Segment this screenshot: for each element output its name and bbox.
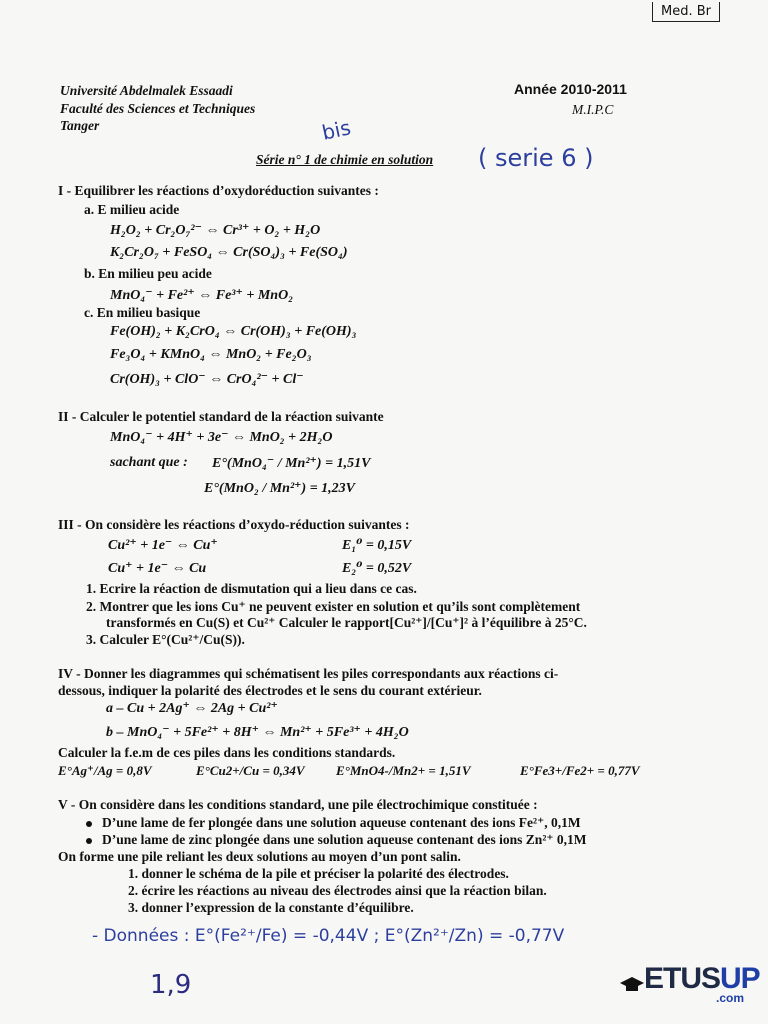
section1-b-label: b. En milieu peu acide bbox=[84, 266, 212, 281]
section2-e1: E°(MnO₄⁻ / Mn²⁺) = 1,51V bbox=[212, 456, 371, 471]
city-name: Tanger bbox=[60, 118, 100, 133]
section4-potential-mn: E°MnO4-/Mn2+ = 1,51V bbox=[336, 763, 471, 778]
section3-potential2: E₂⁰ = 0,52V bbox=[342, 561, 412, 576]
annotation-bis: bis bbox=[319, 115, 353, 145]
stamp-box bbox=[652, 2, 720, 22]
section5-bullet2-text: D’une lame de zinc plongée dans une solution aqueuse contenant des ions Zn²⁺ 0,1M bbox=[102, 832, 587, 847]
section1-a-eq1: H₂O₂ + Cr₂O₇²⁻ ⇔ Cr³⁺ + O₂ + H₂O bbox=[110, 223, 321, 238]
section3-question1: 1. Ecrire la réaction de dismutation qui a lieu dans ce cas. bbox=[86, 581, 417, 596]
program-name: M.I.P.C bbox=[572, 102, 614, 117]
logo-up: UP bbox=[720, 962, 760, 995]
section1-heading: I - Equilibrer les réactions d’oxydoréduction suivantes : bbox=[58, 183, 379, 198]
section5-form: On forme une pile reliant les deux solutions au moyen d’un pont salin. bbox=[58, 849, 461, 864]
section5-heading: V - On considère dans les conditions standard, une pile électrochimique constituée : bbox=[58, 797, 538, 812]
section1-b-eq1: MnO₄⁻ + Fe²⁺ ⇔ Fe³⁺ + MnO₂ bbox=[110, 288, 294, 303]
bullet-dot bbox=[86, 838, 92, 844]
section1-c-eq3: Cr(OH)₃ + ClO⁻ ⇔ CrO₄²⁻ + Cl⁻ bbox=[110, 372, 304, 387]
section1-c-label: c. En milieu basique bbox=[84, 305, 201, 320]
section5-task2: 2. écrire les réactions au niveau des électrodes ainsi que la réaction bilan. bbox=[128, 883, 547, 898]
page-title: Série n° 1 de chimie en solution bbox=[256, 152, 434, 167]
logo-main: ETUS bbox=[644, 962, 721, 995]
section4-potential-ag: E°Ag⁺/Ag = 0,8V bbox=[58, 763, 152, 778]
section5-task1: 1. donner le schéma de la pile et préciser la polarité des électrodes. bbox=[128, 866, 509, 881]
graduation-cap-icon bbox=[620, 975, 644, 993]
stamp-text: Med. Br bbox=[661, 4, 711, 19]
section2-e2: E°(MnO₂ / Mn²⁺) = 1,23V bbox=[204, 481, 356, 496]
section3-question3: 3. Calculer E°(Cu²⁺/Cu(S)). bbox=[86, 632, 245, 647]
section4-line1: IV - Donner les diagrammes qui schématisent les piles correspondants aux réactions ci- bbox=[58, 666, 559, 681]
section2-equation: MnO₄⁻ + 4H⁺ + 3e⁻ ⇔ MnO₂ + 2H₂O bbox=[110, 430, 333, 445]
section1-c-eq1: Fe(OH)₂ + K₂CrO₄ ⇔ Cr(OH)₃ + Fe(OH)₃ bbox=[110, 324, 357, 339]
section4-reaction-a: a – Cu + 2Ag⁺ ⇔ 2Ag + Cu²⁺ bbox=[106, 701, 278, 716]
academic-year: Année 2010-2011 bbox=[514, 81, 627, 97]
section3-question2a: 2. Montrer que les ions Cu⁺ ne peuvent exister en solution et qu’ils sont complètement bbox=[86, 599, 581, 614]
section4-reaction-b: b – MnO₄⁻ + 5Fe²⁺ + 8H⁺ ⇔ Mn²⁺ + 5Fe³⁺ + 4H₂O bbox=[106, 725, 409, 740]
section2-knowing: sachant que : bbox=[110, 455, 188, 470]
section1-a-label: a. E milieu acide bbox=[84, 202, 180, 217]
section5-bullet2 bbox=[86, 832, 586, 848]
section2-heading: II - Calculer le potentiel standard de la réaction suivante bbox=[58, 409, 384, 424]
faculty-name: Faculté des Sciences et Techniques bbox=[60, 101, 256, 116]
section5-bullet1 bbox=[86, 815, 581, 831]
section3-reaction2: Cu⁺ + 1e⁻ ⇔ Cu bbox=[108, 561, 207, 576]
section4-line2: dessous, indiquer la polarité des électrodes et le sens du courant extérieur. bbox=[58, 683, 482, 698]
section3-heading: III - On considère les réactions d’oxydo-réduction suivantes : bbox=[58, 517, 410, 532]
section3-reaction1: Cu²⁺ + 1e⁻ ⇔ Cu⁺ bbox=[108, 538, 218, 553]
section1-a-eq2: K₂Cr₂O₇ + FeSO₄ ⇔ Cr(SO₄)₃ + Fe(SO₄) bbox=[110, 245, 348, 260]
handwritten-data: - Données : E°(Fe²⁺/Fe) = -0,44V ; E°(Zn²⁺/Zn) = -0,77V bbox=[92, 926, 565, 946]
section4-potential-cu: E°Cu2+/Cu = 0,34V bbox=[196, 763, 305, 778]
section3-potential1: E₁⁰ = 0,15V bbox=[342, 538, 412, 553]
section4-calc: Calculer la f.e.m de ces piles dans les conditions standards. bbox=[58, 745, 396, 760]
section3-question2b: transformés en Cu(S) et Cu²⁺ Calculer le rapport[Cu²⁺]/[Cu⁺]² à l’équilibre à 25°C. bbox=[106, 615, 587, 630]
section1-c-eq2: Fe₃O₄ + KMnO₄ ⇔ MnO₂ + Fe₂O₃ bbox=[110, 347, 312, 362]
logo-domain: .com bbox=[716, 991, 745, 1005]
section4-potential-fe: E°Fe3+/Fe2+ = 0,77V bbox=[520, 763, 640, 778]
annotation-serie: ( serie 6 ) bbox=[478, 144, 594, 172]
section5-task3: 3. donner l’expression de la constante d’équilibre. bbox=[128, 900, 414, 915]
university-name: Université Abdelmalek Essaadi bbox=[60, 83, 233, 98]
section5-bullet1-text: D’une lame de fer plongée dans une solution aqueuse contenant des ions Fe²⁺, 0,1M bbox=[102, 815, 581, 830]
bullet-dot bbox=[86, 821, 92, 827]
handwritten-page-mark: 1,9 bbox=[150, 970, 192, 1000]
